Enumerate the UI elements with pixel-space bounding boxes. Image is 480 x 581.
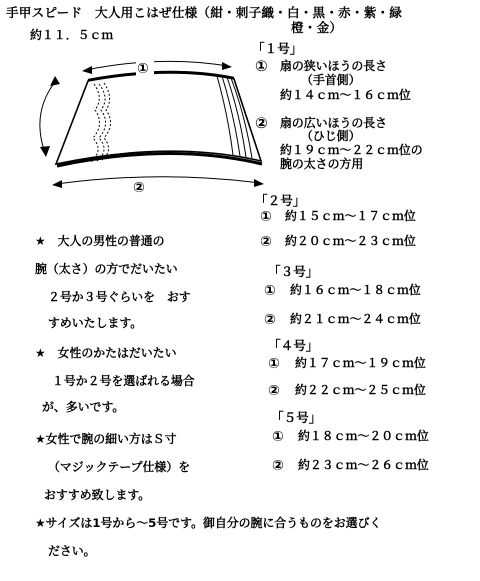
note-women-line1: ★ 女性のかたはだいたい xyxy=(35,346,177,360)
size-1-item2-line4: 腕の太さの方用 xyxy=(280,157,364,171)
size-4-label: 「４号」 xyxy=(268,338,319,353)
size-5-label: 「５号」 xyxy=(271,410,322,425)
size-1-item2-line2: （ひじ側） xyxy=(301,129,361,143)
note-thin-line2: （マジックテープ仕様）を xyxy=(48,460,191,474)
size-3-label: 「３号」 xyxy=(268,264,319,279)
size-4-m2: ② xyxy=(268,383,280,399)
size-2-m1: ① xyxy=(260,209,272,225)
size-1-item1-line1: 扇の狭いほうの長さ xyxy=(280,59,388,73)
size-4-v1: 約１７ｃｍ～１９ｃｍ位 xyxy=(295,356,426,370)
note-women-line2: １号か２号を選ばれる場合 xyxy=(52,374,195,388)
dashed-zone xyxy=(97,84,106,161)
size-4-v2: 約２２ｃｍ～２５ｃｍ位 xyxy=(295,383,426,397)
size-1-item1-mark: ① xyxy=(255,57,268,75)
page-title: 手甲スピード 大人用こはぜ仕様（紺・刺子織・白・黒・赤・紫・緑 xyxy=(6,5,403,20)
diagram-marker-1: ① xyxy=(137,61,149,77)
size-1-item2-mark: ② xyxy=(255,114,268,132)
bottom-arrow-head xyxy=(254,179,264,187)
size-5-v1: 約１８ｃｍ～２０ｃｍ位 xyxy=(298,429,429,443)
note-men-line4: すめいたします。 xyxy=(48,316,143,330)
size-2-m2: ② xyxy=(260,234,272,250)
note-thin-line3: おすすめ致します。 xyxy=(44,488,151,502)
size-1-item1-line2: （手首側） xyxy=(301,73,361,87)
bottom-dimension-arrow xyxy=(56,177,260,184)
size-2-v2: 約２０ｃｍ～２３ｃｍ位 xyxy=(285,234,416,248)
size-5-m2: ② xyxy=(272,458,284,474)
size-1-label: 「１号」 xyxy=(252,41,303,56)
length-note: 約１１．５ｃｍ xyxy=(30,28,114,42)
size-3-v2: 約２１ｃｍ～２４ｃｍ位 xyxy=(290,312,421,326)
note-sizes-line2: ださい。 xyxy=(48,544,96,558)
note-women-line3: が、多いです。 xyxy=(42,400,125,414)
page-title-continued: 橙・金） xyxy=(291,20,343,35)
note-sizes-line1: ★サイズは1号から～5号です。御自分の腕に合うものをお選びく xyxy=(35,516,382,530)
note-men-line3: ２号か３号ぐらいを おす xyxy=(48,290,191,304)
note-thin-line1: ★女性で腕の細い方はＳ寸 xyxy=(35,432,177,446)
size-1-item1-line3: 約１４ｃｍ～１６ｃｍ位 xyxy=(280,88,411,102)
top-dimension-arrow xyxy=(86,61,228,70)
dashed-zone xyxy=(91,84,100,162)
height-arrow xyxy=(40,82,55,150)
diagram-marker-2: ② xyxy=(133,180,145,196)
size-5-m1: ① xyxy=(272,429,284,445)
bottom-arrow-head xyxy=(52,180,62,188)
size-5-v2: 約２３ｃｍ～２６ｃｍ位 xyxy=(298,458,429,472)
size-1-item2-line3: 約１９ｃｍ～２２ｃｍ位の xyxy=(280,143,423,157)
top-arrow-head xyxy=(222,62,232,70)
top-arrow-head xyxy=(82,66,92,74)
note-men-line1: ★ 大人の男性の普通の xyxy=(35,234,165,248)
size-4-m1: ① xyxy=(268,356,280,372)
size-2-v1: 約１５ｃｍ～１７ｃｍ位 xyxy=(285,209,416,223)
size-3-m2: ② xyxy=(264,312,276,328)
size-3-m1: ① xyxy=(264,283,276,299)
size-3-v1: 約１６ｃｍ～１８ｃｍ位 xyxy=(290,283,421,297)
stitch-line xyxy=(231,78,252,158)
height-arrow-head xyxy=(50,76,60,86)
height-arrow-head xyxy=(40,146,50,157)
size-1-item2-line1: 扇の広いほうの長さ xyxy=(280,116,388,130)
dashed-zone xyxy=(102,83,111,160)
size-2-label: 「２号」 xyxy=(255,193,306,208)
note-men-line2: 腕（太さ）の方でだいたい xyxy=(35,262,178,276)
